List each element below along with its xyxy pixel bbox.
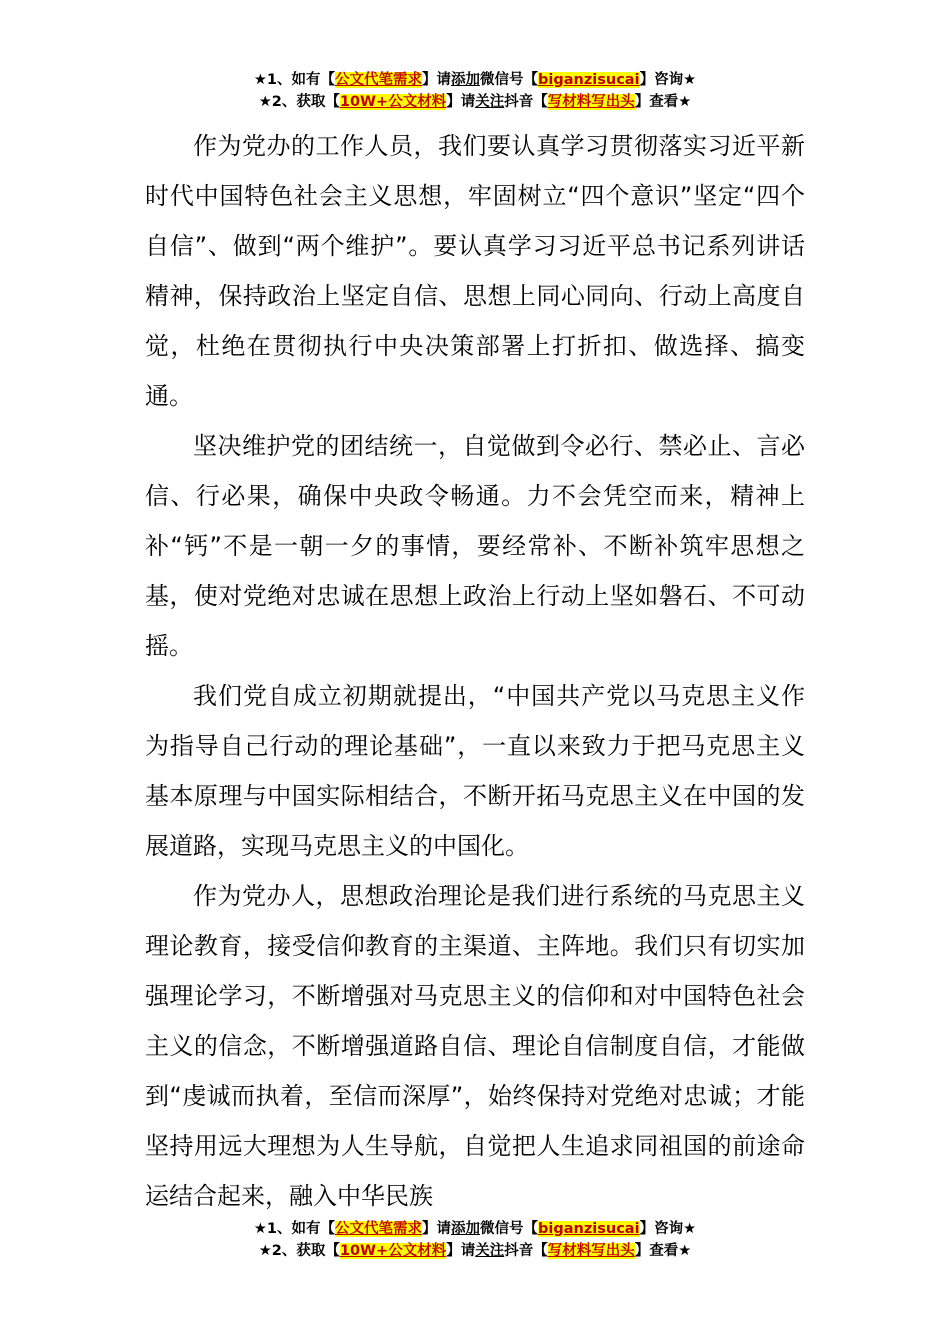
banner-text: 】咨询★ bbox=[639, 1221, 697, 1237]
banner-text: ★2、获取【 bbox=[258, 94, 340, 110]
banner-text: 微信号【 bbox=[480, 1221, 539, 1237]
banner-text: 抖音【 bbox=[504, 1243, 548, 1259]
banner-text: ★1、如有【 bbox=[253, 1221, 336, 1237]
banner-text: 】咨询★ bbox=[639, 72, 697, 88]
header-banner-line-1 bbox=[0, 69, 950, 91]
banner-text: 】请 bbox=[422, 1221, 452, 1237]
banner-text: 】请 bbox=[422, 72, 452, 88]
document-body bbox=[145, 121, 805, 1221]
banner-text: 】请 bbox=[446, 94, 476, 110]
banner-emphasis: 关注 bbox=[475, 94, 505, 110]
footer-banner-line-1 bbox=[0, 1218, 950, 1240]
banner-text: ★2、获取【 bbox=[258, 1243, 340, 1259]
body-paragraph-2: 坚决维护党的团结统一，自觉做到令必行、禁必止、言必信、行必果，确保中央政令畅通。力不会凭空而来，精神上补“钙”不是一朝一夕的事情，要经常补、不断补筑牢思想之基，使对党绝对忠诚在思想上政治上行动上坚如磐石、不可动摇。 bbox=[145, 432, 805, 660]
banner-highlight: 公文代笔需求 bbox=[335, 72, 423, 88]
body-paragraph-1: 作为党办的工作人员，我们要认真学习贯彻落实习近平新时代中国特色社会主义思想，牢固树立“四个意识”坚定“四个自信”、做到“两个维护”。要认真学习习近平总书记系列讲话精神，保持政治上坚定自信、思想上同心同向、行动上高度自觉，杜绝在贯彻执行中央决策部署上打折扣、做选择、搞变通。 bbox=[145, 132, 805, 410]
footer-banner bbox=[0, 1218, 950, 1262]
banner-highlight: 公文代笔需求 bbox=[335, 1221, 423, 1237]
banner-text: 微信号【 bbox=[480, 72, 539, 88]
banner-highlight: 写材料写出头 bbox=[547, 1243, 635, 1259]
banner-text: 抖音【 bbox=[504, 94, 548, 110]
banner-text: ★1、如有【 bbox=[253, 72, 336, 88]
banner-highlight: 写材料写出头 bbox=[547, 94, 635, 110]
banner-text: 】查看★ bbox=[634, 94, 692, 110]
banner-text: 】请 bbox=[446, 1243, 476, 1259]
banner-highlight: 10W+公文材料 bbox=[339, 1243, 447, 1259]
footer-banner-line-2 bbox=[0, 1240, 950, 1262]
banner-highlight: biganzisucai bbox=[538, 1221, 640, 1237]
banner-emphasis: 添加 bbox=[451, 1221, 481, 1237]
banner-highlight: 10W+公文材料 bbox=[339, 94, 447, 110]
header-banner bbox=[0, 69, 950, 113]
body-paragraph-4: 作为党办人，思想政治理论是我们进行系统的马克思主义理论教育，接受信仰教育的主渠道、主阵地。我们只有切实加强理论学习，不断增强对马克思主义的信仰和对中国特色社会主义的信念，不断增强道路自信、理论自信制度自信，才能做到“虔诚而执着，至信而深厚”，始终保持对党绝对忠诚；才能坚持用远大理想为人生导航，自觉把人生追求同祖国的前途命运结合起来，融入中华民族 bbox=[145, 882, 805, 1210]
header-banner-line-2 bbox=[0, 91, 950, 113]
banner-highlight: biganzisucai bbox=[538, 72, 640, 88]
body-paragraph-3: 我们党自成立初期就提出，“中国共产党以马克思主义作为指导自己行动的理论基础”，一直以来致力于把马克思主义基本原理与中国实际相结合，不断开拓马克思主义在中国的发展道路，实现马克思主义的中国化。 bbox=[145, 682, 805, 860]
banner-emphasis: 关注 bbox=[475, 1243, 505, 1259]
banner-emphasis: 添加 bbox=[451, 72, 481, 88]
banner-text: 】查看★ bbox=[634, 1243, 692, 1259]
